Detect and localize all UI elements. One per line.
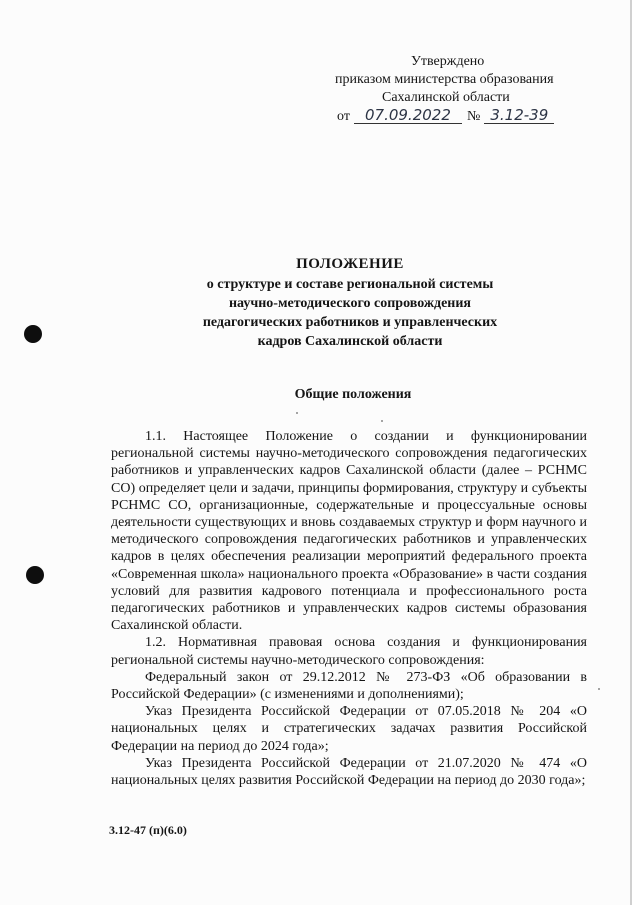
scan-speck [296, 412, 298, 414]
number-label: № [466, 109, 481, 124]
paragraph-1-1: 1.1. Настоящее Положение о создании и функционировании региональной системы научно-методического сопровождения педагогических работников и управленческих кадров Сахалинской области (далее – РСНМС СО) определяет цели и задачи, принципы формирования, структуру и субъекты РСНМС СО, организационные, содержательные и процессуальные основы деятельности существующих и вновь создаваемых структур и форм научного и методического сопровождения педагогических работников и управленческих кадров в целях обеспечения реализации мероприятий федерального проекта «Современная школа» национального проекта «Образование» в части создания условий для развития кадрового потенциала и профессионального роста педагогических работников и управленческих кадров системы образования Сахалинской области. [111, 429, 587, 634]
document-title-block [170, 255, 530, 351]
document-body [111, 428, 587, 789]
document-subtitle-line-3: педагогических работников и управленческих [202, 315, 498, 330]
handwritten-order-number: 3.12-39 [484, 107, 554, 124]
paragraph-decree-2020: Указ Президента Российской Федерации от 21.07.2020 № 474 «О национальных целях развития Российской Федерации на период до 2030 года»; [111, 755, 587, 789]
paragraph-federal-law: Федеральный закон от 29.12.2012 № 273-ФЗ «Об образовании в Российской Федерации» (с изменениями и дополнениями); [111, 669, 587, 703]
punch-hole-mark [24, 325, 42, 343]
handwritten-date: 07.09.2022 [354, 107, 462, 124]
document-title: ПОЛОЖЕНИЕ [296, 256, 404, 272]
paragraph-1-2: 1.2. Нормативная правовая основа создания и функционирования региональной системы научно-методического сопровождения: [111, 635, 587, 668]
punch-hole-mark [26, 566, 44, 584]
document-subtitle-line-2: научно-методического сопровождения [228, 296, 472, 311]
document-subtitle-line-1: о структуре и составе региональной системы [206, 277, 494, 292]
approval-line-order: приказом министерства образования [335, 72, 554, 87]
scan-speck [381, 420, 383, 422]
scan-speck [598, 688, 600, 690]
from-label: от [337, 109, 350, 124]
approval-stamp-block [330, 53, 570, 126]
approval-line-region: Сахалинской области [382, 90, 510, 105]
form-code-footer: 3.12-47 (п)(6.0) [109, 823, 187, 837]
paragraph-decree-2018: Указ Президента Российской Федерации от 07.05.2018 № 204 «О национальных целях и стратегических задачах развития Российской Федерации на период до 2024 года»; [111, 704, 587, 754]
approval-line-approved: Утверждено [411, 54, 485, 69]
section-heading-general: Общие положения [294, 387, 412, 402]
approval-line-date-number [330, 107, 570, 126]
document-subtitle-line-4: кадров Сахалинской области [257, 334, 443, 349]
